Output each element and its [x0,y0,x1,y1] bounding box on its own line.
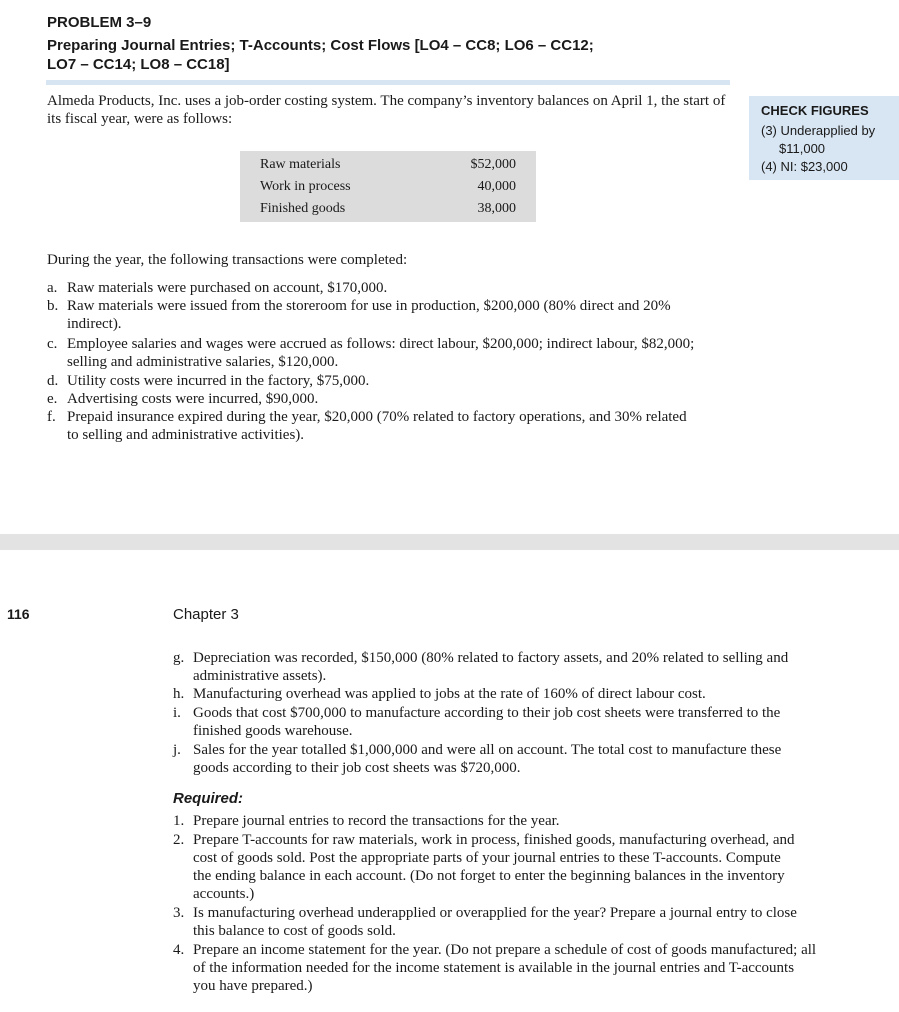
required-number: 2. [173,832,185,848]
check-figure-item: $11,000 [779,141,826,156]
transaction-letter: e. [47,391,58,407]
problem-title-main: Preparing Journal Entries; T-Accounts; Cost Flows [47,37,411,54]
transaction-letter: b. [47,298,59,314]
required-continuation: cost of goods sold. Post the appropriate parts of your journal entries to these T-accounts. Compute [193,850,781,866]
required-number: 3. [173,905,185,921]
balance-value: $52,000 [470,157,516,172]
check-figure-item: (4) NI: $23,000 [761,159,848,174]
balance-label: Raw materials [260,157,341,172]
transaction-continuation: administrative assets). [193,668,327,684]
transaction-text: Goods that cost $700,000 to manufacture according to their job cost sheets were transferred to the [193,705,781,721]
balance-label: Finished goods [260,201,346,216]
transaction-letter: c. [47,336,58,352]
required-continuation: you have prepared.) [193,978,313,994]
transaction-text: Prepaid insurance expired during the year, $20,000 (70% related to factory operations, and 30% related [67,409,687,425]
transaction-continuation: selling and administrative salaries, $120,000. [67,354,339,370]
transaction-text: Advertising costs were incurred, $90,000. [67,391,319,407]
check-figures-title: CHECK FIGURES [761,103,869,118]
required-text: Prepare journal entries to record the transactions for the year. [193,813,560,829]
transaction-text: Utility costs were incurred in the factory, $75,000. [67,373,370,389]
chapter-label: Chapter 3 [173,606,239,623]
transaction-continuation: finished goods warehouse. [193,723,353,739]
required-number: 1. [173,813,185,829]
transaction-text: Raw materials were issued from the storeroom for use in production, $200,000 (80% direct and 20% [67,298,671,314]
required-continuation: of the information needed for the income statement is available in the journal entries and T-accounts [193,960,795,976]
required-continuation: this balance to cost of goods sold. [193,923,396,939]
inventory-balances-table [240,151,536,222]
balance-value: 40,000 [477,179,516,194]
balance-label: Work in process [260,179,351,194]
transaction-continuation: goods according to their job cost sheets was $720,000. [193,760,521,776]
transaction-continuation: indirect). [67,316,122,332]
transaction-continuation: to selling and administrative activities). [67,427,305,443]
check-figure-item: (3) Underapplied by [761,123,876,138]
problem-title [47,36,707,74]
header-rule [46,80,730,85]
transaction-text: Depreciation was recorded, $150,000 (80% related to factory assets, and 20% related to selling and [193,650,789,666]
transaction-text: Raw materials were purchased on account, $170,000. [67,280,388,296]
transaction-letter: a. [47,280,58,296]
required-text: Prepare T-accounts for raw materials, work in process, finished goods, manufacturing overhead, and [193,832,795,848]
required-continuation: accounts.) [193,886,255,902]
transaction-letter: i. [173,705,181,721]
intro-paragraph: Almeda Products, Inc. uses a job-order costing system. The company’s inventory balances on April 1, the start of its fiscal year, were as follows: [47,93,726,127]
learning-objectives-line2: LO7 – CC14; LO8 – CC18] [47,56,230,73]
required-text: Prepare an income statement for the year. (Do not prepare a schedule of cost of goods manufactured; all [193,942,817,958]
transaction-letter: j. [173,742,181,758]
page-break-band [0,534,899,550]
transaction-text: Sales for the year totalled $1,000,000 and were all on account. The total cost to manufacture these [193,742,782,758]
balance-value: 38,000 [477,201,516,216]
page-number: 116 [7,606,30,622]
transaction-letter: g. [173,650,185,666]
transaction-text: Employee salaries and wages were accrued as follows: direct labour, $200,000; indirect labour, $82,000; [67,336,695,352]
transaction-letter: d. [47,373,59,389]
required-number: 4. [173,942,185,958]
required-heading: Required: [173,790,244,807]
transaction-letter: h. [173,686,185,702]
transactions-intro: During the year, the following transactions were completed: [47,252,408,268]
required-text: Is manufacturing overhead underapplied or overapplied for the year? Prepare a journal entry to close [193,905,797,921]
transaction-text: Manufacturing overhead was applied to jobs at the rate of 160% of direct labour cost. [193,686,706,702]
transaction-letter: f. [47,409,56,425]
learning-objectives-line1: [LO4 – CC8; LO6 – CC12; [414,37,594,54]
required-continuation: the ending balance in each account. (Do not forget to enter the beginning balances in the inventory [193,868,785,884]
problem-label: PROBLEM 3–9 [47,14,152,31]
